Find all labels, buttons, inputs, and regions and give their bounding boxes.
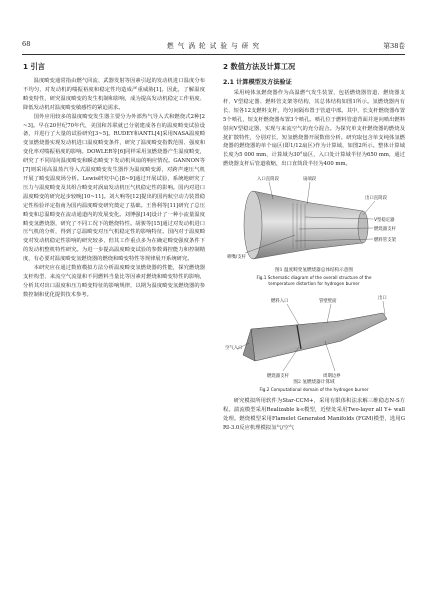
page-header [22,40,405,52]
intro-paragraph: 温度畸变通常指由燃气回流、武器发射等因素引起的发动机进口温度分布不均匀，对发动机的喘振裕度和稳定性均造成严重威胁[1]。因此，了解温度畸变特性，研究温度畸变的发生机制和影响，成为提高发动机稳定工作裕度、降低发动机对温度畸变敏感性的紧迫需求。 [23,78,205,111]
fig2-label-fuel-inlet: 燃料入口 [271,299,289,305]
figure-2-caption-en: Fig.2 Computational domain of the hydrogen burner [259,386,369,392]
figure-2-caption-cn: 图2 氢燃烧器计算域 [293,380,335,386]
figure-2-caption [223,380,405,393]
fig1-label-fuel-support: 燃料管支架 [374,238,396,244]
fig1-label-outlet: 出口直筒段 [365,196,387,202]
fig1-label-strut: 燃烧器支杆 [374,227,396,233]
figure-1-caption [223,268,405,287]
right-column [223,62,405,433]
figure-1 [223,173,405,287]
burner-duct [244,191,368,259]
section-heading-methods: 2 数值方法及计算工况 [223,62,296,71]
figure-2 [223,291,405,393]
fig2-label-periodic-boundary: 周期边界 [323,374,341,380]
fig1-label-inlet: 入口直筒段 [257,177,279,183]
computational-domain-drawing [223,291,405,379]
section-heading-introduction: 1 引言 [23,62,45,71]
domain-sector [243,313,387,361]
fig2-label-wall: 管壁壁面 [319,299,337,305]
volume-label: 第38卷 [383,42,405,50]
figure-1-caption-cn: 图1 温度畸变氢燃烧器总体结构示意图 [275,268,353,274]
methods-paragraph: 研究模拟所用软件为Star-CCM+，采用有限体积法求解三维稳态N-S方程。湍流模型采用Realizable k-ε模型，近壁处采用Two-layer all Y+ wall处理。燃烧模型采用Flamelet Generated Manifolds (FGM)模型，选用GRI-3.0反应机理模拟氢气/空气 [223,398,405,431]
figure-1-caption-en: temperature distortion for hydrogen burner [268,280,360,286]
intro-paragraph: 国外应用较多的温度畸变发生器主要分为外部热气导入式和燃烧式2种[2~3]。早在20世纪70年代，美国和苏联就已分别建成各自的温度畸变试验设备，并进行了大量的试验研究[3~5]。RUDEY和ANTL[4]采用NASA温度畸变氢燃烧器实现发动机进口温度畸变条件，研究了温度畸变指数范围、强度和变化率对喘振裕度的影响。DOWLER等[6]同样采用氢燃烧器产生温度畸变，研究了不同周向温度畸变和瞬态畸变下发动机风扇的响应情况。GANNON等[7]则采用高温蒸汽导入式温度畸变发生器作为温度畸变源，对跨声速压气机开展了畸变温度场分析。Lewis研究中心[8~9]通过开展试验，系统地研究了压力与温度畸变及其组合畸变对涡扇发动机压气机稳定性的影响。国内对进口温度畸变的研究起步较晚[10~11]。刘大响等[12]提出的国内航空动力装置稳定性检验评定指南为国内温度畸变研究奠定了基础。王鲁利等[11]研究了总压畸变和总温畸变在流动通道内的发展变化。刘博强[14]设计了一种小流量温度畸变氢燃烧器，研究了不同工况下的燃烧特性。胡骏等[15]通过对发动机进口压气机的分析，得到了总温畸变对压气机稳定性的影响特征。国内对于温度畸变对发动机稳定性影响的研究较多，但其工作重点多为在确定畸变强度条件下的发动机整机特性研究。为进一步提高温度畸变试验的参数调控能力和控制精度，有必要对温度畸变氢燃烧器的燃烧和畸变特性等规律展开系统研究。 [23,113,205,263]
fig1-label-v-stabilizer: V型稳定器 [374,218,395,224]
fig2-label-strut: 燃烧器支杆 [267,374,289,380]
page-number: 68 [22,40,31,48]
header-rule [22,54,405,55]
left-column [23,62,205,300]
fig2-label-air-inlet: 空气入口 [225,346,243,352]
intro-paragraph: 本研究应在通过数值模拟方法分析温度畸变氢燃烧器的性能，探究燃烧器支杆构型、来流空气流量和不同燃料当量比等因素对燃烧和畸变特性的影响，分析其对出口温度和压力畸变特征的影响规律，以期为温度畸变氢燃烧器的参数控制和优化提供技术参考。 [23,265,205,298]
fig2-label-outlet: 出口 [378,296,387,302]
subsection-heading: 2.1 计算模型及方法验证 [223,79,292,86]
figure-1-caption-en: Fig.1 Schematic diagram of the overall structure of the [256,274,372,280]
journal-title: 燃 气 涡 轮 试 验 与 研 究 [166,42,261,50]
fig1-label-nozzle: 喷嘴/支杆 [227,255,247,261]
burner-structure-drawing [223,173,405,267]
methods-paragraph: 采用纯体氢燃烧器作为高温燃气发生装置，包括燃烧器管道、燃烧器支杆、V型稳定器、燃料管支架等结构，其总体结构如图1所示。氢燃烧器内有长、短各12支燃料支杆，均匀间隔布置于管道中部。其中，长支杆燃烧器布置5个喷孔，短支杆燃烧器布置3个喷孔。喷孔位于燃料管道背面并逆向喷出燃料射向V型稳定器，实现与来流空气的充分混合。为探究单支杆燃烧器的燃烧及扰扩散特性，分别对长、短氢燃烧器开展数值分析。研究取包含单支纯体氢燃烧器的燃烧器的单个扇区(即1/12扇区)作为计算域，如图2所示。整体计算域长度为5 000 mm，计算域为30°扇区，入口处计算域半径为650 mm，通过燃烧器支杆后管道收缩，出口直筒段半径为400 mm。 [223,90,405,168]
fig1-label-transition: 扇端段 [303,177,317,183]
